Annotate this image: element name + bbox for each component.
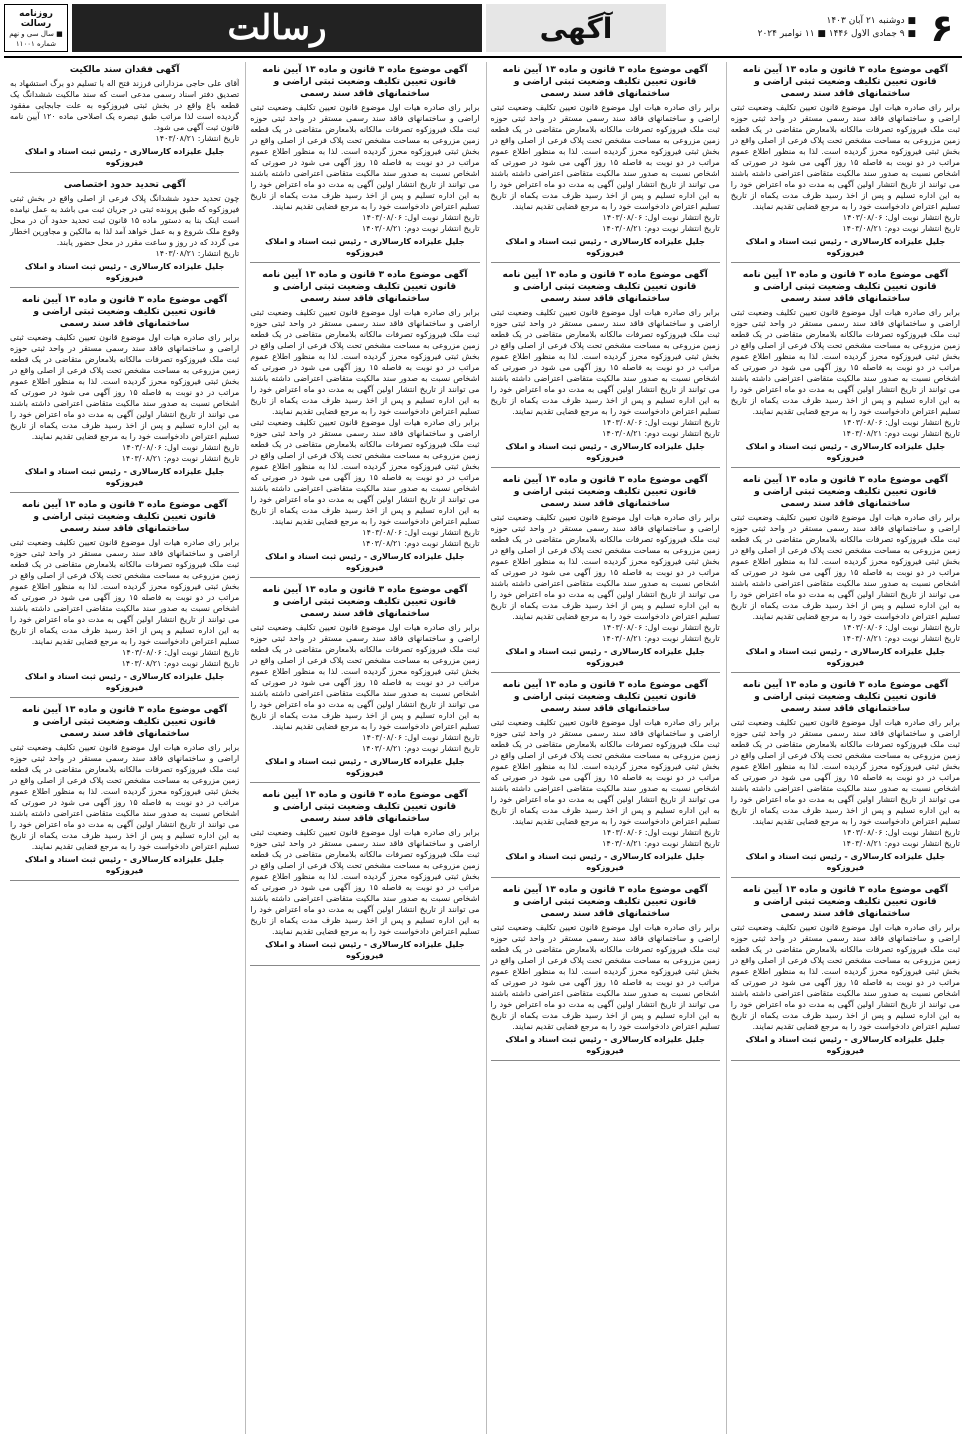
notice-title: آگهی موضوع ماده ۳ قانون و ماده ۱۳ آیین نامه قانون تعیین تکلیف وضعیت ثبتی اراضی و ساختمانهای فاقد سند رسمی	[22, 500, 228, 534]
notice-body: برابر رای صادره هیات اول موضوع قانون تعیین تکلیف وضعیت ثبتی اراضی و ساختمانهای فاقد سند رسمی مستقر در واحد ثبتی حوزه ثبت ملک فیروزکوه تصرفات مالکانه بلامعارض متقاضی در یک قطعه زمین مزروعی به مساحت مشخص تحت پلاک فرعی از اصلی واقع در بخش ثبتی فیروزکوه محرز گردیده است. لذا به منظور اطلاع عموم مراتب در دو نوبت به فاصله ۱۵ روز آگهی می شود در صورتی که اشخاص نسبت به صدور سند مالکیت متقاضی اعتراضی داشته باشند می توانند از تاریخ انتشار اولین آگهی به مدت دو ماه اعتراض خود را به این اداره تسلیم و پس از اخذ رسید ظرف مدت یکماه از تاریخ تسلیم اعتراض دادخواست خود را به مرجع قضایی تقدیم نمایند.	[730, 513, 960, 621]
notice-body: برابر رای صادره هیات اول موضوع قانون تعیین تکلیف وضعیت ثبتی اراضی و ساختمانهای فاقد سند رسمی مستقر در واحد ثبتی حوزه ثبت ملک فیروزکوه تصرفات مالکانه بلامعارض متقاضی در یک قطعه زمین مزروعی به مساحت مشخص تحت پلاک فرعی از اصلی واقع در بخش ثبتی فیروزکوه محرز گردیده است. لذا به منظور اطلاع عموم مراتب در دو نوبت به فاصله ۱۵ روز آگهی می شود در صورتی که اشخاص نسبت به صدور سند مالکیت متقاضی اعتراضی داشته باشند می توانند از تاریخ انتشار اولین آگهی به مدت دو ماه اعتراض خود را به این اداره تسلیم و پس از اخذ رسید ظرف مدت یکماه از تاریخ تسلیم اعتراض دادخواست خود را به مرجع قضایی تقدیم نمایند.	[250, 418, 480, 526]
notice-body: برابر رای صادره هیات اول موضوع قانون تعیین تکلیف وضعیت ثبتی اراضی و ساختمانهای فاقد سند رسمی مستقر در واحد ثبتی حوزه ثبت ملک فیروزکوه تصرفات مالکانه بلامعارض متقاضی در یک قطعه زمین مزروعی به مساحت مشخص تحت پلاک فرعی از اصلی واقع در بخش ثبتی فیروزکوه محرز گردیده است. لذا به منظور اطلاع عموم مراتب در دو نوبت به فاصله ۱۵ روز آگهی می شود در صورتی که اشخاص نسبت به صدور سند مالکیت متقاضی اعتراضی داشته باشند می توانند از تاریخ انتشار اولین آگهی به مدت دو ماه اعتراض خود را به این اداره تسلیم و پس از اخذ رسید ظرف مدت یکماه از تاریخ تسلیم اعتراض دادخواست خود را به مرجع قضایی تقدیم نمایند.	[490, 718, 720, 826]
notice-body: برابر رای صادره هیات اول موضوع قانون تعیین تکلیف وضعیت ثبتی اراضی و ساختمانهای فاقد سند رسمی مستقر در واحد ثبتی حوزه ثبت ملک فیروزکوه تصرفات مالکانه بلامعارض متقاضی در یک قطعه زمین مزروعی به مساحت مشخص تحت پلاک فرعی از اصلی واقع در بخش ثبتی فیروزکوه محرز گردیده است. لذا به منظور اطلاع عموم مراتب در دو نوبت به فاصله ۱۵ روز آگهی می شود در صورتی که اشخاص نسبت به صدور سند مالکیت متقاضی اعتراضی داشته باشند می توانند از تاریخ انتشار اولین آگهی به مدت دو ماه اعتراض خود را به این اداره تسلیم و پس از اخذ رسید ظرف مدت یکماه از تاریخ تسلیم اعتراض دادخواست خود را به مرجع قضایی تقدیم نمایند.	[730, 103, 960, 211]
notice-signature: جلیل علیزاده کارسالاری - رئیس ثبت اسناد و املاک فیروزکوه	[745, 647, 946, 667]
column-1	[726, 62, 960, 1434]
column-2	[486, 62, 720, 1434]
notice-date-1: تاریخ انتشار نوبت اول: ۱۴۰۳/۰۸/۰۶	[362, 213, 480, 222]
notice-body: برابر رای صادره هیات اول موضوع قانون تعیین تکلیف وضعیت ثبتی اراضی و ساختمانهای فاقد سند رسمی مستقر در واحد ثبتی حوزه ثبت ملک فیروزکوه تصرفات مالکانه بلامعارض متقاضی در یک قطعه زمین مزروعی به مساحت مشخص تحت پلاک فرعی از اصلی واقع در بخش ثبتی فیروزکوه محرز گردیده است. لذا به منظور اطلاع عموم مراتب در دو نوبت به فاصله ۱۵ روز آگهی می شود در صورتی که اشخاص نسبت به صدور سند مالکیت متقاضی اعتراضی داشته باشند می توانند از تاریخ انتشار اولین آگهی به مدت دو ماه اعتراض خود را به این اداره تسلیم و پس از اخذ رسید ظرف مدت یکماه از تاریخ تسلیم اعتراض دادخواست خود را به مرجع قضایی تقدیم نمایند.	[250, 623, 480, 731]
notice-signature: جلیل علیزاده کارسالاری - رئیس ثبت اسناد و املاک فیروزکوه	[24, 467, 225, 487]
column-4	[6, 62, 239, 1434]
notice-signature: جلیل علیزاده کارسالاری - رئیس ثبت اسناد و املاک فیروزکوه	[24, 147, 225, 167]
notice-signature: جلیل علیزاده کارسالاری - رئیس ثبت اسناد و املاک فیروزکوه	[265, 237, 465, 257]
section-title: آگهی	[486, 4, 666, 52]
notice-date-1: تاریخ انتشار نوبت اول: ۱۴۰۳/۰۸/۰۶	[122, 443, 240, 452]
notice-date-1: تاریخ انتشار نوبت اول: ۱۴۰۳/۰۸/۰۶	[362, 528, 480, 537]
legal-notice	[10, 292, 239, 493]
notice-signature: جلیل علیزاده کارسالاری - رئیس ثبت اسناد و املاک فیروزکوه	[505, 647, 705, 667]
notice-body: برابر رای صادره هیات اول موضوع قانون تعیین تکلیف وضعیت ثبتی اراضی و ساختمانهای فاقد سند رسمی مستقر در واحد ثبتی حوزه ثبت ملک فیروزکوه تصرفات مالکانه بلامعارض متقاضی در یک قطعه زمین مزروعی به مساحت مشخص تحت پلاک فرعی از اصلی واقع در بخش ثبتی فیروزکوه محرز گردیده است. لذا به منظور اطلاع عموم مراتب در دو نوبت به فاصله ۱۵ روز آگهی می شود در صورتی که اشخاص نسبت به صدور سند مالکیت متقاضی اعتراضی داشته باشند می توانند از تاریخ انتشار اولین آگهی به مدت دو ماه اعتراض خود را به این اداره تسلیم و پس از اخذ رسید ظرف مدت یکماه از تاریخ تسلیم اعتراض دادخواست خود را به مرجع قضایی تقدیم نمایند.	[10, 538, 240, 646]
legal-notice	[491, 267, 720, 468]
masthead	[4, 4, 962, 52]
legal-notice	[731, 267, 960, 468]
date-box	[666, 4, 922, 52]
notice-signature: جلیل علیزاده کارسالاری - رئیس ثبت اسناد و املاک فیروزکوه	[505, 852, 705, 872]
notice-date-1: تاریخ انتشار نوبت اول: ۱۴۰۳/۰۸/۰۶	[842, 418, 960, 427]
notice-title: آگهی موضوع ماده ۳ قانون و ماده ۱۳ آیین نامه قانون تعیین تکلیف وضعیت ثبتی اراضی و ساختمانهای فاقد سند رسمی	[742, 270, 948, 304]
notice-title: آگهی موضوع ماده ۳ قانون و ماده ۱۳ آیین نامه قانون تعیین تکلیف وضعیت ثبتی اراضی و ساختمانهای فاقد سند رسمی	[262, 65, 468, 99]
notice-title: آگهی موضوع ماده ۳ قانون و ماده ۱۳ آیین نامه قانون تعیین تکلیف وضعیت ثبتی اراضی و ساختمانهای فاقد سند رسمی	[22, 295, 228, 329]
legal-notice	[731, 472, 960, 673]
notice-title: آگهی موضوع ماده ۳ قانون و ماده ۱۳ آیین نامه قانون تعیین تکلیف وضعیت ثبتی اراضی و ساختمانهای فاقد سند رسمی	[742, 680, 948, 714]
notice-signature: جلیل علیزاده کارسالاری - رئیس ثبت اسناد و املاک فیروزکوه	[24, 672, 225, 692]
notice-title: آگهی موضوع ماده ۳ قانون و ماده ۱۳ آیین نامه قانون تعیین تکلیف وضعیت ثبتی اراضی و ساختمانهای فاقد سند رسمی	[502, 475, 708, 509]
issue-year: سال سی و نهم ■	[9, 30, 63, 38]
header-rule	[4, 56, 962, 58]
legal-notice	[731, 882, 960, 1061]
notice-date-1: تاریخ انتشار نوبت اول: ۱۴۰۳/۰۸/۰۶	[362, 733, 480, 742]
notice-body: برابر رای صادره هیات اول موضوع قانون تعیین تکلیف وضعیت ثبتی اراضی و ساختمانهای فاقد سند رسمی مستقر در واحد ثبتی حوزه ثبت ملک فیروزکوه تصرفات مالکانه بلامعارض متقاضی در یک قطعه زمین مزروعی به مساحت مشخص تحت پلاک فرعی از اصلی واقع در بخش ثبتی فیروزکوه محرز گردیده است. لذا به منظور اطلاع عموم مراتب در دو نوبت به فاصله ۱۵ روز آگهی می شود در صورتی که اشخاص نسبت به صدور سند مالکیت متقاضی اعتراضی داشته باشند می توانند از تاریخ انتشار اولین آگهی به مدت دو ماه اعتراض خود را به این اداره تسلیم و پس از اخذ رسید ظرف مدت یکماه از تاریخ تسلیم اعتراض دادخواست خود را به مرجع قضایی تقدیم نمایند.	[250, 103, 480, 211]
notice-title: آگهی موضوع ماده ۳ قانون و ماده ۱۳ آیین نامه قانون تعیین تکلیف وضعیت ثبتی اراضی و ساختمانهای فاقد سند رسمی	[262, 585, 468, 619]
notice-body: برابر رای صادره هیات اول موضوع قانون تعیین تکلیف وضعیت ثبتی اراضی و ساختمانهای فاقد سند رسمی مستقر در واحد ثبتی حوزه ثبت ملک فیروزکوه تصرفات مالکانه بلامعارض متقاضی در یک قطعه زمین مزروعی به مساحت مشخص تحت پلاک فرعی از اصلی واقع در بخش ثبتی فیروزکوه محرز گردیده است. لذا به منظور اطلاع عموم مراتب در دو نوبت به فاصله ۱۵ روز آگهی می شود در صورتی که اشخاص نسبت به صدور سند مالکیت متقاضی اعتراضی داشته باشند می توانند از تاریخ انتشار اولین آگهی به مدت دو ماه اعتراض خود را به این اداره تسلیم و پس از اخذ رسید ظرف مدت یکماه از تاریخ تسلیم اعتراض دادخواست خود را به مرجع قضایی تقدیم نمایند.	[250, 828, 480, 936]
legal-notice	[10, 497, 239, 698]
notice-date-1: تاریخ انتشار نوبت اول: ۱۴۰۳/۰۸/۰۶	[602, 828, 720, 837]
notice-signature: جلیل علیزاده کارسالاری - رئیس ثبت اسناد و املاک فیروزکوه	[24, 855, 225, 875]
notice-body: برابر رای صادره هیات اول موضوع قانون تعیین تکلیف وضعیت ثبتی اراضی و ساختمانهای فاقد سند رسمی مستقر در واحد ثبتی حوزه ثبت ملک فیروزکوه تصرفات مالکانه بلامعارض متقاضی در یک قطعه زمین مزروعی به مساحت مشخص تحت پلاک فرعی از اصلی واقع در بخش ثبتی فیروزکوه محرز گردیده است. لذا به منظور اطلاع عموم مراتب در دو نوبت به فاصله ۱۵ روز آگهی می شود در صورتی که اشخاص نسبت به صدور سند مالکیت متقاضی اعتراضی داشته باشند می توانند از تاریخ انتشار اولین آگهی به مدت دو ماه اعتراض خود را به این اداره تسلیم و پس از اخذ رسید ظرف مدت یکماه از تاریخ تسلیم اعتراض دادخواست خود را به مرجع قضایی تقدیم نمایند.	[730, 308, 960, 416]
notice-body: برابر رای صادره هیات اول موضوع قانون تعیین تکلیف وضعیت ثبتی اراضی و ساختمانهای فاقد سند رسمی مستقر در واحد ثبتی حوزه ثبت ملک فیروزکوه تصرفات مالکانه بلامعارض متقاضی در یک قطعه زمین مزروعی به مساحت مشخص تحت پلاک فرعی از اصلی واقع در بخش ثبتی فیروزکوه محرز گردیده است. لذا به منظور اطلاع عموم مراتب در دو نوبت به فاصله ۱۵ روز آگهی می شود در صورتی که اشخاص نسبت به صدور سند مالکیت متقاضی اعتراضی داشته باشند می توانند از تاریخ انتشار اولین آگهی به مدت دو ماه اعتراض خود را به این اداره تسلیم و پس از اخذ رسید ظرف مدت یکماه از تاریخ تسلیم اعتراض دادخواست خود را به مرجع قضایی تقدیم نمایند.	[730, 923, 960, 1031]
legal-notice	[731, 62, 960, 263]
notice-date-1: تاریخ انتشار نوبت اول: ۱۴۰۳/۰۸/۰۶	[602, 213, 720, 222]
notice-date-2: تاریخ انتشار نوبت دوم: ۱۴۰۳/۰۸/۲۱	[842, 429, 960, 438]
date-line-2: ■ ۹ جمادی الاول ۱۴۴۶ ■ ۱۱ نوامبر ۲۰۲۴	[757, 29, 916, 39]
notice-date-1: تاریخ انتشار نوبت اول: ۱۴۰۳/۰۸/۰۶	[842, 623, 960, 632]
notice-signature: جلیل علیزاده کارسالاری - رئیس ثبت اسناد و املاک فیروزکوه	[265, 552, 465, 572]
notice-date-2: تاریخ انتشار نوبت دوم: ۱۴۰۳/۰۸/۲۱	[121, 659, 240, 668]
notice-date-2: تاریخ انتشار نوبت دوم: ۱۴۰۳/۰۸/۲۱	[842, 839, 960, 848]
notice-signature: جلیل علیزاده کارسالاری - رئیس ثبت اسناد و املاک فیروزکوه	[745, 237, 946, 257]
ad-columns	[6, 62, 960, 1434]
legal-notice	[491, 882, 720, 1061]
issue-box	[4, 4, 68, 52]
legal-notice	[491, 472, 720, 673]
notice-body: برابر رای صادره هیات اول موضوع قانون تعیین تکلیف وضعیت ثبتی اراضی و ساختمانهای فاقد سند رسمی مستقر در واحد ثبتی حوزه ثبت ملک فیروزکوه تصرفات مالکانه بلامعارض متقاضی در یک قطعه زمین مزروعی به مساحت مشخص تحت پلاک فرعی از اصلی واقع در بخش ثبتی فیروزکوه محرز گردیده است. لذا به منظور اطلاع عموم مراتب در دو نوبت به فاصله ۱۵ روز آگهی می شود در صورتی که اشخاص نسبت به صدور سند مالکیت متقاضی اعتراضی داشته باشند می توانند از تاریخ انتشار اولین آگهی به مدت دو ماه اعتراض خود را به این اداره تسلیم و پس از اخذ رسید ظرف مدت یکماه از تاریخ تسلیم اعتراض دادخواست خود را به مرجع قضایی تقدیم نمایند.	[250, 308, 480, 416]
notice-date-1: تاریخ انتشار نوبت اول: ۱۴۰۳/۰۸/۰۶	[842, 828, 960, 837]
lost-deed-body: آقای علی حاجی مزدارانی فرزند فتح اله با تسلیم دو برگ استشهاد به تصدیق دفتر اسناد رسمی مدعی است که سند مالکیت ششدانگ یک قطعه باغ واقع در بخش ثبتی فیروزکوه به علت جابجایی مفقود گردیده است لذا مراتب طبق تبصره یک اصلاحی ماده ۱۲۰ آیین نامه قانون ثبت آگهی می شود.	[10, 79, 240, 132]
notice-title: آگهی موضوع ماده ۳ قانون و ماده ۱۳ آیین نامه قانون تعیین تکلیف وضعیت ثبتی اراضی و ساختمانهای فاقد سند رسمی	[502, 270, 708, 304]
legal-notice	[491, 677, 720, 878]
notice-date-2: تاریخ انتشار نوبت دوم: ۱۴۰۳/۰۸/۲۱	[602, 839, 720, 848]
notice-title: آگهی موضوع ماده ۳ قانون و ماده ۱۳ آیین نامه قانون تعیین تکلیف وضعیت ثبتی اراضی و ساختمانهای فاقد سند رسمی	[22, 705, 228, 739]
notice-body: برابر رای صادره هیات اول موضوع قانون تعیین تکلیف وضعیت ثبتی اراضی و ساختمانهای فاقد سند رسمی مستقر در واحد ثبتی حوزه ثبت ملک فیروزکوه تصرفات مالکانه بلامعارض متقاضی در یک قطعه زمین مزروعی به مساحت مشخص تحت پلاک فرعی از اصلی واقع در بخش ثبتی فیروزکوه محرز گردیده است. لذا به منظور اطلاع عموم مراتب در دو نوبت به فاصله ۱۵ روز آگهی می شود در صورتی که اشخاص نسبت به صدور سند مالکیت متقاضی اعتراضی داشته باشند می توانند از تاریخ انتشار اولین آگهی به مدت دو ماه اعتراض خود را به این اداره تسلیم و پس از اخذ رسید ظرف مدت یکماه از تاریخ تسلیم اعتراض دادخواست خود را به مرجع قضایی تقدیم نمایند.	[490, 103, 720, 211]
notice-date-2: تاریخ انتشار نوبت دوم: ۱۴۰۳/۰۸/۲۱	[602, 634, 720, 643]
demarcation-date: تاریخ انتشار: ۱۴۰۳/۰۸/۲۱	[155, 249, 240, 258]
notice-body: برابر رای صادره هیات اول موضوع قانون تعیین تکلیف وضعیت ثبتی اراضی و ساختمانهای فاقد سند رسمی مستقر در واحد ثبتی حوزه ثبت ملک فیروزکوه تصرفات مالکانه بلامعارض متقاضی در یک قطعه زمین مزروعی به مساحت مشخص تحت پلاک فرعی از اصلی واقع در بخش ثبتی فیروزکوه محرز گردیده است. لذا به منظور اطلاع عموم مراتب در دو نوبت به فاصله ۱۵ روز آگهی می شود در صورتی که اشخاص نسبت به صدور سند مالکیت متقاضی اعتراضی داشته باشند می توانند از تاریخ انتشار اولین آگهی به مدت دو ماه اعتراض خود را به این اداره تسلیم و پس از اخذ رسید ظرف مدت یکماه از تاریخ تسلیم اعتراض دادخواست خود را به مرجع قضایی تقدیم نمایند.	[730, 718, 960, 826]
notice-signature: جلیل علیزاده کارسالاری - رئیس ثبت اسناد و املاک فیروزکوه	[265, 757, 465, 777]
notice-title: آگهی موضوع ماده ۳ قانون و ماده ۱۳ آیین نامه قانون تعیین تکلیف وضعیت ثبتی اراضی و ساختمانهای فاقد سند رسمی	[502, 885, 708, 919]
notice-date-2: تاریخ انتشار نوبت دوم: ۱۴۰۳/۰۸/۲۱	[361, 539, 480, 548]
notice-signature: جلیل علیزاده کارسالاری - رئیس ثبت اسناد و املاک فیروزکوه	[505, 1035, 705, 1055]
logo-area	[72, 4, 482, 52]
notice-date-2: تاریخ انتشار نوبت دوم: ۱۴۰۳/۰۸/۲۱	[121, 454, 240, 463]
legal-notice	[731, 677, 960, 878]
notice-signature: جلیل علیزاده کارسالاری - رئیس ثبت اسناد و املاک فیروزکوه	[745, 1035, 946, 1055]
notice-date-1: تاریخ انتشار نوبت اول: ۱۴۰۳/۰۸/۰۶	[602, 623, 720, 632]
notice-signature: جلیل علیزاده کارسالاری - رئیس ثبت اسناد و املاک فیروزکوه	[265, 940, 465, 960]
lost-deed-date: تاریخ انتشار: ۱۴۰۳/۰۸/۲۱	[155, 134, 240, 143]
notice-signature: جلیل علیزاده کارسالاری - رئیس ثبت اسناد و املاک فیروزکوه	[745, 852, 946, 872]
newspaper-logo: رسالت	[227, 8, 327, 48]
lost-deed-title: آگهی فقدان سند مالکیت	[69, 65, 180, 75]
notice-title: آگهی موضوع ماده ۳ قانون و ماده ۱۳ آیین نامه قانون تعیین تکلیف وضعیت ثبتی اراضی و ساختمانهای فاقد سند رسمی	[742, 885, 948, 919]
legal-notice	[491, 62, 720, 263]
notice-date-2: تاریخ انتشار نوبت دوم: ۱۴۰۳/۰۸/۲۱	[842, 224, 960, 233]
notice-date-2: تاریخ انتشار نوبت دوم: ۱۴۰۳/۰۸/۲۱	[602, 224, 720, 233]
notice-title: آگهی موضوع ماده ۳ قانون و ماده ۱۳ آیین نامه قانون تعیین تکلیف وضعیت ثبتی اراضی و ساختمانهای فاقد سند رسمی	[502, 680, 708, 714]
notice-title: آگهی موضوع ماده ۳ قانون و ماده ۱۳ آیین نامه قانون تعیین تکلیف وضعیت ثبتی اراضی و ساختمانهای فاقد سند رسمی	[742, 475, 948, 509]
notice-signature: جلیل علیزاده کارسالاری - رئیس ثبت اسناد و املاک فیروزکوه	[505, 237, 705, 257]
legal-notice	[250, 267, 479, 578]
notice-signature: جلیل علیزاده کارسالاری - رئیس ثبت اسناد و املاک فیروزکوه	[24, 262, 225, 282]
notice-body: برابر رای صادره هیات اول موضوع قانون تعیین تکلیف وضعیت ثبتی اراضی و ساختمانهای فاقد سند رسمی مستقر در واحد ثبتی حوزه ثبت ملک فیروزکوه تصرفات مالکانه بلامعارض متقاضی در یک قطعه زمین مزروعی به مساحت مشخص تحت پلاک فرعی از اصلی واقع در بخش ثبتی فیروزکوه محرز گردیده است. لذا به منظور اطلاع عموم مراتب در دو نوبت به فاصله ۱۵ روز آگهی می شود در صورتی که اشخاص نسبت به صدور سند مالکیت متقاضی اعتراضی داشته باشند می توانند از تاریخ انتشار اولین آگهی به مدت دو ماه اعتراض خود را به این اداره تسلیم و پس از اخذ رسید ظرف مدت یکماه از تاریخ تسلیم اعتراض دادخواست خود را به مرجع قضایی تقدیم نمایند.	[490, 923, 720, 1031]
notice-signature: جلیل علیزاده کارسالاری - رئیس ثبت اسناد و املاک فیروزکوه	[505, 442, 705, 462]
notice-date-2: تاریخ انتشار نوبت دوم: ۱۴۰۳/۰۸/۲۱	[361, 224, 480, 233]
demarcation-body: چون تحدید حدود ششدانگ پلاک فرعی از اصلی واقع در بخش ثبتی فیروزکوه که طبق پرونده ثبتی در جریان ثبت می باشد به عمل نیامده است اینک بنا به دستور ماده ۱۵ قانون ثبت تحدید حدود آن در محل وقوع ملک شروع و به عمل خواهد آمد لذا به مالکین و مجاورین اخطار می گردد که در روز و ساعت مقرر در محل حضور یابند.	[10, 194, 240, 247]
column-3	[245, 62, 479, 1434]
notice-signature: جلیل علیزاده کارسالاری - رئیس ثبت اسناد و املاک فیروزکوه	[745, 442, 946, 462]
date-line-1: ■ دوشنبه ۲۱ آبان ۱۴۰۳	[826, 16, 916, 26]
issue-number: شماره ۱۱۰۰۱	[15, 40, 57, 48]
issue-brand: روزنامه رسالت	[19, 9, 53, 29]
notice-body: برابر رای صادره هیات اول موضوع قانون تعیین تکلیف وضعیت ثبتی اراضی و ساختمانهای فاقد سند رسمی مستقر در واحد ثبتی حوزه ثبت ملک فیروزکوه تصرفات مالکانه بلامعارض متقاضی در یک قطعه زمین مزروعی به مساحت مشخص تحت پلاک فرعی از اصلی واقع در بخش ثبتی فیروزکوه محرز گردیده است. لذا به منظور اطلاع عموم مراتب در دو نوبت به فاصله ۱۵ روز آگهی می شود در صورتی که اشخاص نسبت به صدور سند مالکیت متقاضی اعتراضی داشته باشند می توانند از تاریخ انتشار اولین آگهی به مدت دو ماه اعتراض خود را به این اداره تسلیم و پس از اخذ رسید ظرف مدت یکماه از تاریخ تسلیم اعتراض دادخواست خود را به مرجع قضایی تقدیم نمایند.	[490, 308, 720, 416]
notice-date-1: تاریخ انتشار نوبت اول: ۱۴۰۳/۰۸/۰۶	[122, 648, 240, 657]
notice-body: برابر رای صادره هیات اول موضوع قانون تعیین تکلیف وضعیت ثبتی اراضی و ساختمانهای فاقد سند رسمی مستقر در واحد ثبتی حوزه ثبت ملک فیروزکوه تصرفات مالکانه بلامعارض متقاضی در یک قطعه زمین مزروعی به مساحت مشخص تحت پلاک فرعی از اصلی واقع در بخش ثبتی فیروزکوه محرز گردیده است. لذا به منظور اطلاع عموم مراتب در دو نوبت به فاصله ۱۵ روز آگهی می شود در صورتی که اشخاص نسبت به صدور سند مالکیت متقاضی اعتراضی داشته باشند می توانند از تاریخ انتشار اولین آگهی به مدت دو ماه اعتراض خود را به این اداره تسلیم و پس از اخذ رسید ظرف مدت یکماه از تاریخ تسلیم اعتراض دادخواست خود را به مرجع قضایی تقدیم نمایند.	[10, 743, 240, 851]
legal-notice	[250, 787, 479, 966]
notice-body: برابر رای صادره هیات اول موضوع قانون تعیین تکلیف وضعیت ثبتی اراضی و ساختمانهای فاقد سند رسمی مستقر در واحد ثبتی حوزه ثبت ملک فیروزکوه تصرفات مالکانه بلامعارض متقاضی در یک قطعه زمین مزروعی به مساحت مشخص تحت پلاک فرعی از اصلی واقع در بخش ثبتی فیروزکوه محرز گردیده است. لذا به منظور اطلاع عموم مراتب در دو نوبت به فاصله ۱۵ روز آگهی می شود در صورتی که اشخاص نسبت به صدور سند مالکیت متقاضی اعتراضی داشته باشند می توانند از تاریخ انتشار اولین آگهی به مدت دو ماه اعتراض خود را به این اداره تسلیم و پس از اخذ رسید ظرف مدت یکماه از تاریخ تسلیم اعتراض دادخواست خود را به مرجع قضایی تقدیم نمایند.	[490, 513, 720, 621]
notice-date-2: تاریخ انتشار نوبت دوم: ۱۴۰۳/۰۸/۲۱	[361, 744, 480, 753]
legal-notice	[10, 702, 239, 881]
notice-title: آگهی موضوع ماده ۳ قانون و ماده ۱۳ آیین نامه قانون تعیین تکلیف وضعیت ثبتی اراضی و ساختمانهای فاقد سند رسمی	[262, 270, 468, 304]
legal-notice	[250, 582, 479, 783]
lost-deed-notice	[10, 62, 239, 173]
notice-date-1: تاریخ انتشار نوبت اول: ۱۴۰۳/۰۸/۰۶	[842, 213, 960, 222]
notice-date-2: تاریخ انتشار نوبت دوم: ۱۴۰۳/۰۸/۲۱	[602, 429, 720, 438]
demarcation-notice	[10, 177, 239, 288]
page-number: ۶	[930, 6, 954, 50]
notice-date-2: تاریخ انتشار نوبت دوم: ۱۴۰۳/۰۸/۲۱	[842, 634, 960, 643]
notice-date-1: تاریخ انتشار نوبت اول: ۱۴۰۳/۰۸/۰۶	[602, 418, 720, 427]
notice-title: آگهی موضوع ماده ۳ قانون و ماده ۱۳ آیین نامه قانون تعیین تکلیف وضعیت ثبتی اراضی و ساختمانهای فاقد سند رسمی	[742, 65, 948, 99]
legal-notice	[250, 62, 479, 263]
notice-title: آگهی موضوع ماده ۳ قانون و ماده ۱۳ آیین نامه قانون تعیین تکلیف وضعیت ثبتی اراضی و ساختمانهای فاقد سند رسمی	[262, 790, 468, 824]
demarcation-title: آگهی تحدید حدود اختصاصی	[63, 180, 186, 190]
notice-body: برابر رای صادره هیات اول موضوع قانون تعیین تکلیف وضعیت ثبتی اراضی و ساختمانهای فاقد سند رسمی مستقر در واحد ثبتی حوزه ثبت ملک فیروزکوه تصرفات مالکانه بلامعارض متقاضی در یک قطعه زمین مزروعی به مساحت مشخص تحت پلاک فرعی از اصلی واقع در بخش ثبتی فیروزکوه محرز گردیده است. لذا به منظور اطلاع عموم مراتب در دو نوبت به فاصله ۱۵ روز آگهی می شود در صورتی که اشخاص نسبت به صدور سند مالکیت متقاضی اعتراضی داشته باشند می توانند از تاریخ انتشار اولین آگهی به مدت دو ماه اعتراض خود را به این اداره تسلیم و پس از اخذ رسید ظرف مدت یکماه از تاریخ تسلیم اعتراض دادخواست خود را به مرجع قضایی تقدیم نمایند.	[10, 333, 240, 441]
notice-title: آگهی موضوع ماده ۳ قانون و ماده ۱۳ آیین نامه قانون تعیین تکلیف وضعیت ثبتی اراضی و ساختمانهای فاقد سند رسمی	[502, 65, 708, 99]
